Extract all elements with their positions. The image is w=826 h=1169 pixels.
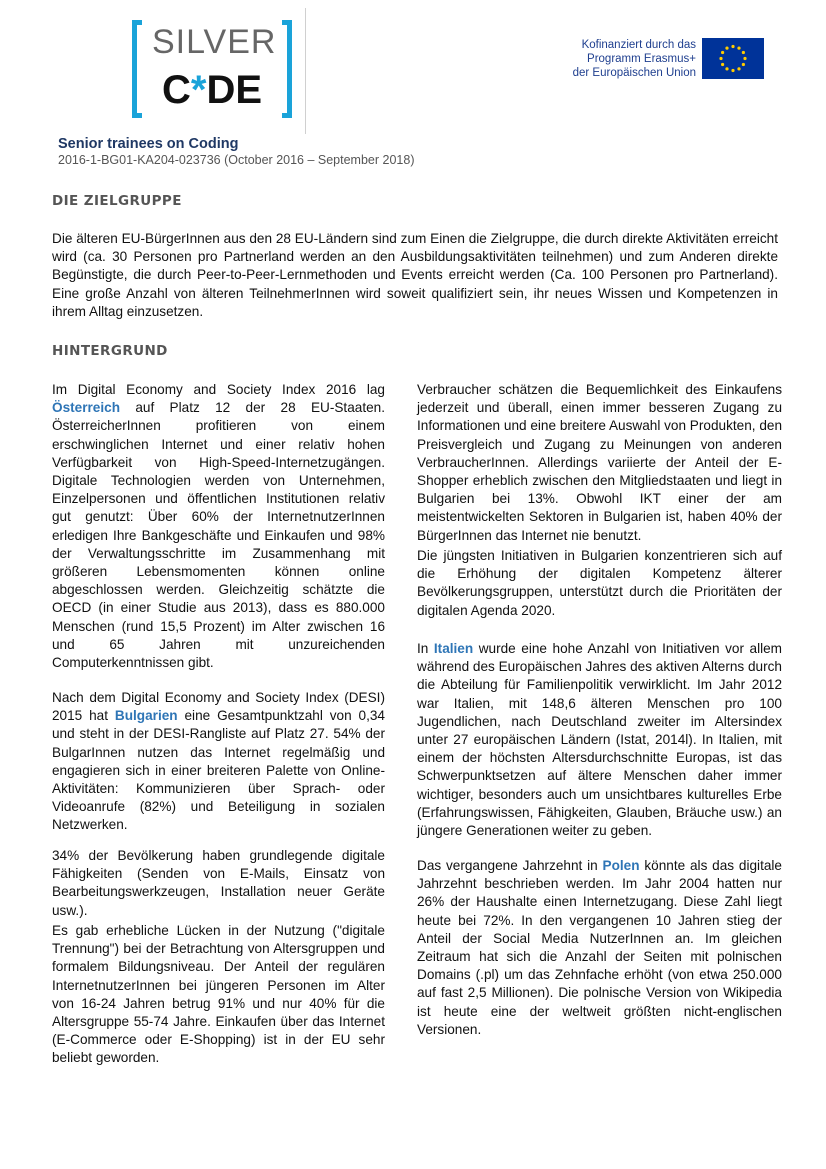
logo-top-text: SILVER (152, 23, 277, 61)
eu-star (742, 63, 745, 66)
silver-code-logo (132, 20, 292, 120)
bulgaria-initiatives-paragraph: Die jüngsten Initiativen in Bulgarien konzentrieren sich auf die Erhöhung der digitalen Kompetenz älterer Bevölkerungsgruppen, unterstützt durch die Prioritäten der digitalen Agenda 2020. (417, 548, 782, 618)
country-bulgaria: Bulgarien (114, 708, 178, 724)
logo-bottom-end: DE (206, 68, 263, 112)
austria-text-after: auf Platz 12 der 28 EU-Staaten. ÖsterreicherInnen profitieren von einem erschwinglichen Internet und einer relativ hohen Verfügbarkeit von High-Speed-Internetzugängen. Digitale Technologien werden von Unternehmen, Einzelpersonen und öffentlichen Institutionen relativ gut genutzt: Über 60% der InternetnutzerInnen erledigen Ihre Bankgeschäfte und Einkaufen und 98% der Verwaltungsschritte im Zusammenhang mit größeren Lebensmomenten können online abgeschlossen werden. Gleichzeitig schätzte die OECD (in einer Studie aus 2013), dass es 880.000 Menschen (rund 15,5 Prozent) im Alter zwischen 16 und 65 Jahren mit unzureichenden Computerkenntnissen gibt. (52, 400, 385, 671)
project-title: Senior trainees on Coding (58, 136, 239, 152)
erasmus-line-3: der Europäischen Union (572, 67, 696, 79)
eu-flag-icon (702, 38, 764, 79)
logo-left-bracket (132, 20, 142, 118)
bulgaria-paragraph (52, 689, 385, 835)
eu-star (725, 47, 728, 50)
logo-bottom-text (146, 66, 278, 114)
italy-text-after: wurde eine hohe Anzahl von Initiativen vor allem während des Europäischen Jahres des aktiven Alterns durch die Abteilung für Familienpolitik verwirklicht. Im Jahr 2012 war Italien, mit 148,6 älteren Menschen pro 100 Jugendlichen, nach Deutschland zweiter im Altersindex unter 27 europäischen Ländern (Istat, 2014l). In Italien, mit einem der höchsten Altersdurchschnitte Europas, ist das Schwerpunktsetzen auf ältere Menschen daher immer wichtiger, besonders auch um unsichtbares kulturelles Erbe (Erfahrungswissen, Fähigkeiten, Glauben, Bräuche usw.) an jüngere Generationen weiter zu geben. (417, 641, 782, 839)
poland-paragraph (417, 857, 782, 1039)
logo-bottom-start: C (161, 68, 191, 112)
eu-star (743, 57, 746, 60)
erasmus-line-2: Programm Erasmus+ (587, 53, 696, 65)
heading-hintergrund: HINTERGRUND (52, 343, 168, 359)
erasmus-cofinance-text (540, 38, 696, 80)
eu-star (731, 69, 734, 72)
bulgaria-gap-paragraph: Es gab erhebliche Lücken in der Nutzung ("digitale Trennung") bei der Betrachtung von Altersgruppen und formalem Bildungsniveau. Der Anteil der regulären InternetnutzerInnen bei jüngeren Personen im Alter von 16-24 Jahren betrug 91% und nur 40% für die Altersgruppe 55-74 Jahre. Einkaufen über das Internet (E-Commerce oder E-Shopping) ist in der EU sehr beliebt geworden. (52, 923, 385, 1066)
eu-star (725, 67, 728, 70)
eu-star (731, 45, 734, 48)
eu-star (737, 67, 740, 70)
country-poland: Polen (602, 858, 640, 873)
header-divider (305, 8, 306, 134)
country-austria: Österreich (52, 400, 121, 416)
poland-text-before: Das vergangene Jahrzehnt in (417, 858, 603, 873)
bulgaria-consumer-paragraph: Verbraucher schätzen die Bequemlichkeit des Einkaufens jederzeit und überall, einen immer besseren Zugang zu Informationen und eine breitere Auswahl von Produkten, den Preisvergleich und Zugang zu Meinungen von anderen VerbraucherInnen. Allerdings variierte der Anteil der E-Shopper erheblich zwischen den Mitgliedstaaten und liegt in Bulgarien bei 13%. Obwohl IKT einer der am meistentwickelten Sektoren in Bulgarien ist, haben 40% der BürgerInnen das Internet nie benutzt. (417, 382, 783, 543)
austria-text-before: Im Digital Economy and Society Index 2016 lag (52, 382, 385, 397)
eu-star (737, 47, 740, 50)
erasmus-line-1: Kofinanziert durch das (581, 39, 696, 51)
logo-right-bracket (282, 20, 292, 118)
bulgaria-text-before: Nach dem Digital Economy and Society Index (DESI) 2015 hat (52, 690, 385, 724)
project-code: 2016-1-BG01-KA204-023736 (October 2016 – September 2018) (58, 153, 415, 167)
eu-star (742, 51, 745, 54)
eu-star (721, 51, 724, 54)
heading-zielgruppe: DIE ZIELGRUPPE (52, 193, 182, 209)
zielgruppe-paragraph: Die älteren EU-BürgerInnen aus den 28 EU-Ländern sind zum Einen die Zielgruppe, die durch direkte Aktivitäten erreicht wird (ca. 30 Personen pro Partnerland werden an den Ausbildungsaktivitäten teilnehmen) und zum Anderen direkte Begünstigte, die durch Peer-to-Peer-Lernmethoden und Events erreicht werden (Ca. 100 Personen pro Partnerland). Eine große Anzahl von älteren TeilnehmerInnen wird soweit qualifiziert sein, ihr neues Wissen und Kompetenzen in ihrem Alltag einzusetzen. (52, 231, 778, 319)
italy-paragraph (417, 640, 782, 840)
italy-text-before: In (417, 641, 434, 656)
bulgaria-skills-paragraph: 34% der Bevölkerung haben grundlegende digitale Fähigkeiten (Senden von E-Mails, Einsatz von Bearbeitungswerkzeugen, Installation neuer Geräte usw.). (52, 848, 385, 918)
austria-paragraph (52, 381, 385, 672)
eu-star (721, 63, 724, 66)
bulgaria-text-after: eine Gesamtpunktzahl von 0,34 und steht in der DESI-Rangliste auf Platz 27. 54% der BulgarInnen nutzen das Internet regelmäßig und engagieren sich in einer breiteren Palette von Online-Aktivitäten: Kommunizieren über Sprach- oder Videoanrufe (82%) und Beteiligung in sozialen Netzwerken. (52, 708, 385, 833)
country-italy: Italien (433, 641, 474, 656)
logo-star-icon: * (190, 68, 207, 112)
eu-star (719, 57, 722, 60)
poland-text-after: könnte als das digitale Jahrzehnt beschrieben werden. Im Jahr 2004 hatten nur 26% der Haushalte einen Internetzugang. Diese Zahl liegt heute bei 72%. In den vergangenen 10 Jahren stieg der Anteil der Social Media NutzerInnen an. Im gleichen Zeitraum hat sich die Anzahl der Seiten mit polnischen Domains (.pl) um das Zehnfache erhöht (von etwa 250.000 auf fast 2,5 Millionen). Die polnische Version von Wikipedia ist heute eine der weltweit größten nicht-englischen Versionen. (417, 858, 782, 1037)
